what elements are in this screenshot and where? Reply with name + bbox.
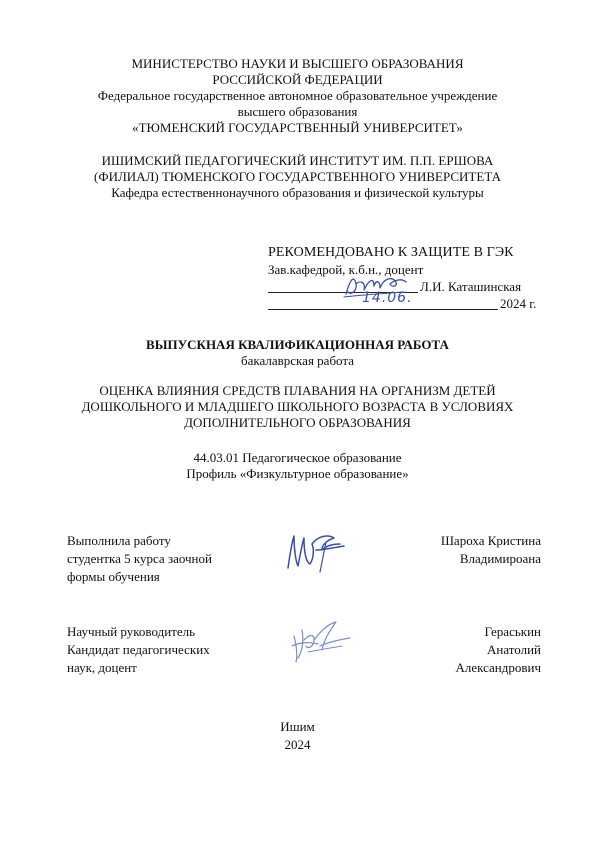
ministry-line-1: МИНИСТЕРСТВО НАУКИ И ВЫСШЕГО ОБРАЗОВАНИЯ	[131, 56, 464, 71]
ministry-line-3: Федеральное государственное автономное образовательное учреждение	[97, 88, 498, 103]
footer-year: 2024	[284, 737, 311, 752]
supervisor-label-3: наук, доцент	[67, 660, 137, 675]
supervisor-name-3: Александрович	[455, 660, 541, 675]
institute-line-2: (ФИЛИАЛ) ТЮМЕНСКОГО ГОСУДАРСТВЕННОГО УНИВЕРСИТЕТА	[94, 169, 501, 184]
work-subtype: бакалаврская работа	[241, 353, 354, 368]
supervisor-label-2: Кандидат педагогических	[67, 642, 210, 657]
supervisor-name-2: Анатолий	[486, 642, 541, 657]
student-signature-icon	[282, 528, 352, 576]
institute-line-1: ИШИМСКИЙ ПЕДАГОГИЧЕСКИЙ ИНСТИТУТ ИМ. П.П. ЕРШОВА	[101, 153, 494, 168]
program-block	[0, 450, 595, 482]
head-name: Л.И. Каташинская	[420, 279, 522, 294]
student-label-1: Выполнила работу	[67, 533, 171, 548]
institute-header	[0, 153, 595, 201]
ministry-line-2: РОССИЙСКОЙ ФЕДЕРАЦИИ	[212, 72, 383, 87]
topic-line-1: ОЦЕНКА ВЛИЯНИЯ СРЕДСТВ ПЛАВАНИЯ НА ОРГАНИЗМ ДЕТЕЙ	[99, 383, 496, 398]
date-rule	[268, 309, 498, 310]
approval-title: РЕКОМЕНДОВАНО К ЗАЩИТЕ В ГЭК	[268, 245, 514, 260]
ministry-line-4: высшего образования	[237, 104, 358, 119]
supervisor-label-1: Научный руководитель	[67, 624, 196, 639]
topic-line-3: ДОПОЛНИТЕЛЬНОГО ОБРАЗОВАНИЯ	[184, 415, 411, 430]
approval-year: 2024 г.	[500, 296, 537, 311]
department-name: Кафедра естественнонаучного образования и физической культуры	[111, 185, 484, 200]
student-name-1: Шароха Кристина	[440, 533, 541, 548]
student-label-2: студентка 5 курса заочной	[67, 551, 212, 566]
footer-city: Ишим	[280, 719, 315, 734]
work-type: ВЫПУСКНАЯ КВАЛИФИКАЦИОННАЯ РАБОТА	[146, 337, 449, 352]
handwritten-date: 14.06.	[362, 290, 413, 306]
supervisor-name-1: Гераськин	[484, 624, 541, 639]
approval-position: Зав.кафедрой, к.б.н., доцент	[268, 262, 424, 277]
supervisor-signature-icon	[284, 616, 354, 666]
topic-line-2: ДОШКОЛЬНОГО И МЛАДШЕГО ШКОЛЬНОГО ВОЗРАСТА В УСЛОВИЯХ	[81, 399, 514, 414]
work-type-block	[0, 337, 595, 369]
university-name: «ТЮМЕНСКИЙ ГОСУДАРСТВЕННЫЙ УНИВЕРСИТЕТ»	[132, 120, 463, 135]
topic-block	[0, 383, 595, 431]
ministry-header	[0, 56, 595, 136]
student-labels	[67, 532, 212, 586]
supervisor-labels	[67, 623, 210, 677]
student-name-2: Владимироана	[459, 551, 541, 566]
footer	[0, 718, 595, 754]
supervisor-name	[455, 623, 541, 677]
program-code: 44.03.01 Педагогическое образование	[193, 450, 402, 465]
program-profile: Профиль «Физкультурное образование»	[186, 466, 409, 481]
student-label-3: формы обучения	[67, 569, 160, 584]
student-name	[441, 532, 541, 568]
